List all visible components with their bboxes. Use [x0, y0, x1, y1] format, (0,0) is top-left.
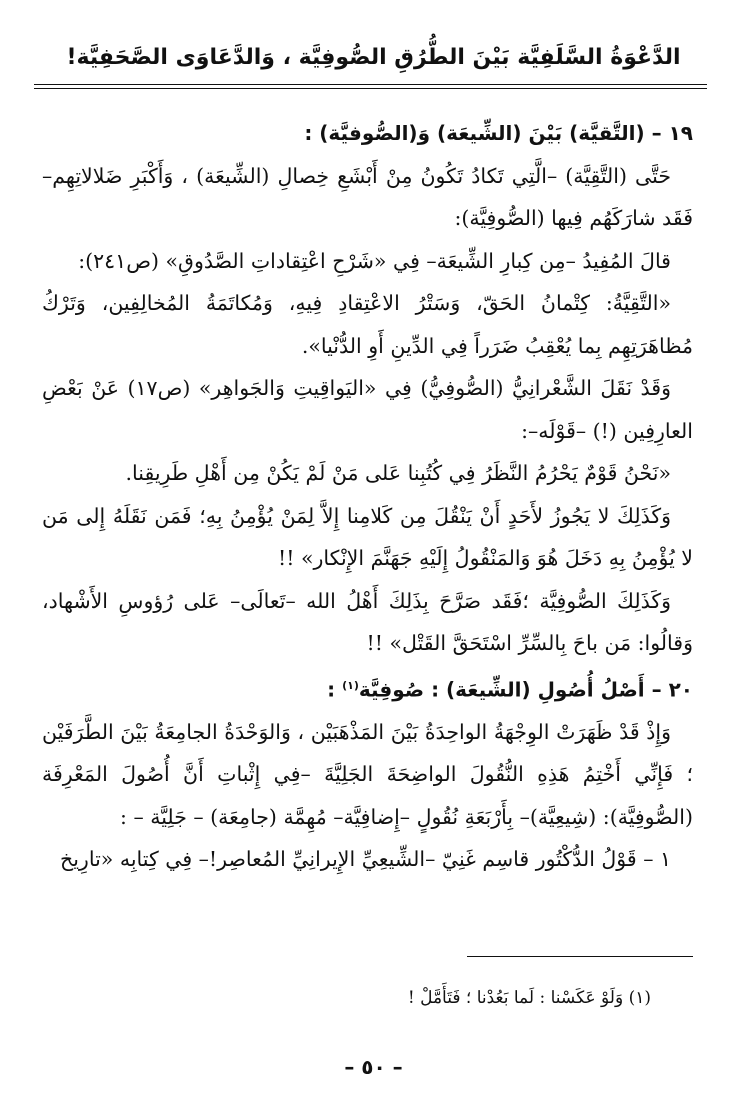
main-text [42, 112, 693, 881]
paragraph: قالَ المُفِيدُ –مِن كِبارِ الشِّيعَة– فِي «شَرْحِ اعْتِقاداتِ الصَّدُوقِ» (ص٢٤١): [78, 248, 671, 273]
footnote: (١) وَلَوْ عَكَسْنا : لَما بَعُدْنا ؛ فَتَأَمَّلْ ! [407, 988, 651, 1008]
quotation: وَكَذَلِكَ لا يَجُوزُ لأَحَدٍ أَنْ يَنْقُلَ مِن كَلامِنا إِلاَّ لِمَنْ يُؤْمِنُ بِهِ؛ فَمَن نَقَلَهُ إِلى مَن لا يُؤْمِنُ بِهِ دَخَلَ هُوَ وَالمَنْقُولُ إِلَيْهِ جَهَنَّمَ الإِنْكار» !! [42, 503, 693, 570]
quotation: «نَحْنُ قَوْمٌ يَحْرُمُ النَّظَرُ فِي كُتُبِنا عَلى مَنْ لَمْ يَكُنْ مِن أَهْلِ طَرِيقِنا. [125, 461, 671, 485]
page-number: – ٥٠ – [344, 1055, 403, 1079]
paragraph: حَتَّى (التَّقِيَّة) –الَّتِي تَكادُ تَكُونُ مِنْ أَبْشَعِ خِصالِ (الشِّيعَة) ، وَأَكْبَرِ ضَلالاتِهِم– فَقَد شارَكَهُم فِيها (الصُّوفِيَّة): [42, 163, 693, 230]
running-title: الدَّعْوَةُ السَّلَفِيَّة بَيْنَ الطُّرُقِ الصُّوفِيَّة ، وَالدَّعَاوَى الصَّحَفِيَّة! [66, 45, 681, 70]
paragraph: ١ – قَوْلُ الدُّكْتُور قاسِم غَنِيّ –الشِّيعِيِّ الإِيرانِيِّ المُعاصِر!– فِي كِتابِه «تارِيخ [59, 847, 671, 872]
footnote-separator [467, 956, 693, 957]
header-double-rule [34, 84, 707, 89]
paragraph: وَإِذْ قَدْ ظَهَرَتْ الوِجْهَةُ الواحِدَةُ بَيْنَ المَذْهَبَيْن ، وَالوَحْدَةُ الجامِعَةُ بَيْنَ الطَّرَفَيْن ؛ فَإِنِّي أَخْتِمُ هَذِهِ النُّقُولَ الواضِحَةَ الجَلِيَّةَ –فِي إِثْباتِ أَنَّ أُصُولَ المَعْرِفَة (الصُّوفِيَّة): (شِيعِيَّة)– بِأَرْبَعَةِ نُقُولٍ –إِضافِيَّة– مُهِمَّة (جامِعَة) – جَلِيَّة – : [42, 719, 693, 829]
quotation: وَكَذَلِكَ الصُّوفِيَّة ؛فَقَد صَرَّحَ بِذَلِكَ أَهْلُ الله –تَعالَى– عَلى رُؤوسِ الأَشْهاد، وَقالُوا: مَن باحَ بِالسِّرِّ اسْتَحَقَّ القَتْل» !! [42, 588, 693, 655]
quotation: «التَّقِيَّةُ: كِتْمانُ الحَقّ، وَسَتْرُ الاعْتِقادِ فِيهِ، وَمُكاتَمَةُ المُخالِفِين، وَتَرْكُ مُظاهَرَتِهِم بِما يُعْقِبُ ضَرَراً فِي الدِّينِ أَوِ الدُّنْيا». [42, 291, 693, 358]
section-heading: ١٩ – (التَّقيَّة) بَيْنَ (الشِّيعَة) وَ(الصُّوفيَّة) : [304, 121, 693, 145]
footnote-marker: (١) [342, 678, 359, 692]
paragraph: وَقَدْ نَقَلَ الشَّعْرانِيُّ (الصُّوفِيُّ) فِي «اليَواقِيتِ وَالجَواهِر» (ص١٧) عَنْ بَعْضِ العارِفِين (!) –قَوْلَه–: [42, 376, 693, 443]
section-heading-tail: : [327, 677, 343, 702]
section-heading [42, 665, 693, 711]
section-heading-text: ٢٠ – أَصْلُ أُصُولِ (الشِّيعَة) : صُوفِيَّة [358, 677, 693, 702]
